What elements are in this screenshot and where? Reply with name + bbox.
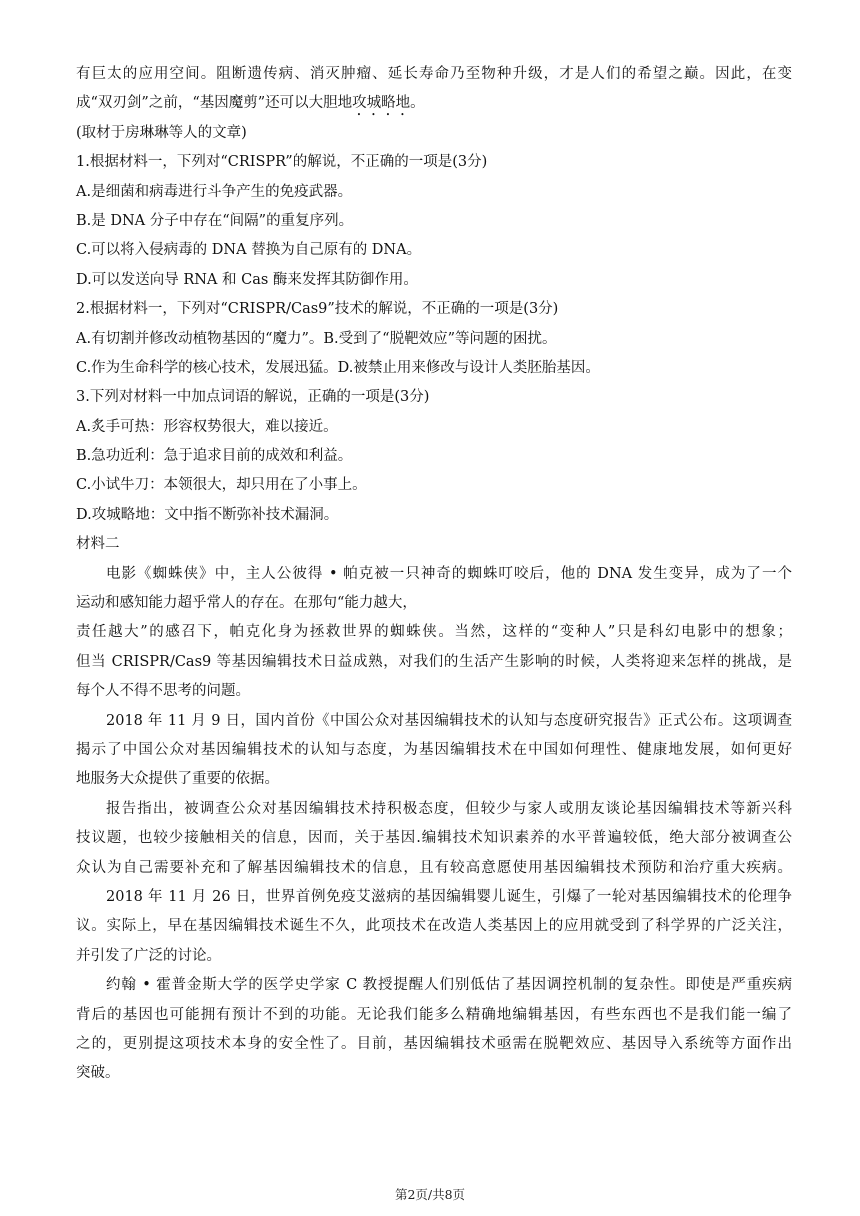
paragraph-line: 突破。 — [76, 1065, 120, 1082]
question-3-option-a: A.炙手可热：形容权势很大，难以接近。 — [76, 418, 338, 435]
question-2-options-cd: C.作为生命科学的核心技术，发展迅猛。D.被禁止用来修改与设计人类胚胎基因。 — [76, 359, 600, 376]
paragraph-line: 2018 年 11 月 26 日，世界首例免疫艾滋病的基因编辑婴儿诞生，引爆了一轮对基因编辑技术的伦理争 — [106, 888, 792, 905]
material-2-heading: 材料二 — [76, 536, 120, 553]
paragraph-line: 每个人不得不思考的问题。 — [76, 683, 250, 700]
question-3-option-d: D.攻城略地：文中指不断弥补技术漏洞。 — [76, 506, 339, 523]
page-number: 第2页/共8页 — [394, 1187, 466, 1202]
question-1-option-c: C.可以将入侵病毒的 DNA 替换为自己原有的 DNA。 — [76, 242, 422, 259]
text-line — [76, 89, 792, 118]
paragraph-line: 运动和感知能力超乎常人的存在。在那句“能力越大， — [76, 595, 417, 612]
paragraph-line: 揭示了中国公众对基因编辑技术的认知与态度，为基因编辑技术在中国如何理性、健康地发展，如何更好 — [76, 741, 792, 758]
emphasized-word: 攻城略地 — [352, 95, 411, 112]
paragraph-line: 之的，更别提这项技术本身的安全性了。目前，基因编辑技术亟需在脱靶效应、基因导入系统等方面作出 — [76, 1035, 792, 1052]
source-note: (取材于房琳琳等人的文章) — [76, 124, 247, 141]
text-line: 有巨太的应用空间。阻断遗传病、消灭肿瘤、延长寿命乃至物种升级，才是人们的希望之巅。因此，在变 — [76, 66, 792, 82]
paragraph-line: 并引发了广泛的讨论。 — [76, 947, 221, 964]
text-fragment: 。 — [410, 95, 425, 112]
paragraph-line: 议。实际上，早在基因编辑技术诞生不久，此项技术在改造人类基因上的应用就受到了科学界的广泛关注， — [76, 918, 792, 935]
question-2-options-ab: A.有切割并修改动植物基因的“魔力”。B.受到了“脱靶效应”等问题的困扰。 — [76, 330, 557, 347]
question-3: 3.下列对材料一中加点词语的解说，正确的一项是(3分) — [76, 389, 430, 406]
paragraph-line: 技议题，也较少接触相关的信息，因而，关于基因.编辑技术知识素养的水平普遍较低，绝大部分被调查公 — [76, 830, 792, 847]
text-fragment: 成“双刃剑”之前，“基因魔剪”还可以大胆地 — [76, 95, 353, 112]
question-3-option-c: C.小试牛刀：本领很大，却只用在了小事上。 — [76, 477, 367, 494]
paragraph-line: 但当 CRISPR/Cas9 等基因编辑技术日益成熟，对我们的生活产生影响的时候，人类将迎来怎样的挑战，是 — [76, 653, 792, 670]
question-3-option-b: B.急功近利：急于追求目前的成效和利益。 — [76, 448, 353, 465]
paragraph-line: 责任越大”的感召下，帕克化身为拯救世界的蜘蛛侠。当然，这样的“变种人”只是科幻电影中的想象； — [76, 624, 792, 641]
page-body — [76, 60, 792, 1089]
paragraph-line: 众认为自己需要补充和了解基因编辑技术的信息，且有较高意愿使用基因编辑技术预防和治疗重大疾病。 — [76, 859, 792, 876]
question-1-option-d: D.可以发送向导 RNA 和 Cas 酶来发挥其防御作用。 — [76, 271, 418, 288]
question-2: 2.根据材料一，下列对“CRISPR/Cas9”技术的解说，不正确的一项是(3分) — [76, 301, 559, 318]
paragraph-line: 电影《蜘蛛侠》中，主人公彼得 • 帕克被一只神奇的蜘蛛叮咬后，他的 DNA 发生变异，成为了一个 — [106, 565, 792, 582]
paragraph-line: 报告指出，被调查公众对基因编辑技术持积极态度，但较少与家人或朋友谈论基因编辑技术等新兴科 — [106, 800, 792, 817]
question-1: 1.根据材料一，下列对“CRISPR”的解说，不正确的一项是(3分) — [76, 154, 488, 171]
question-1-option-a: A.是细菌和病毒进行斗争产生的免疫武器。 — [76, 183, 353, 200]
paragraph-line: 约翰 • 霍普金斯大学的医学史学家 C 教授提醒人们别低估了基因调控机制的复杂性。即使是严重疾病 — [106, 977, 792, 994]
paragraph-line: 2018 年 11 月 9 日，国内首份《中国公众对基因编辑技术的认知与态度研究报告》正式公布。这项调查 — [106, 712, 792, 729]
question-1-option-b: B.是 DNA 分子中存在“间隔”的重复序列。 — [76, 212, 354, 229]
paragraph-line: 背后的基因也可能拥有预计不到的功能。无论我们能多么精确地编辑基因，有些东西也不是我们能一编了 — [76, 1006, 792, 1023]
paragraph-line: 地服务大众提供了重要的依据。 — [76, 771, 279, 788]
